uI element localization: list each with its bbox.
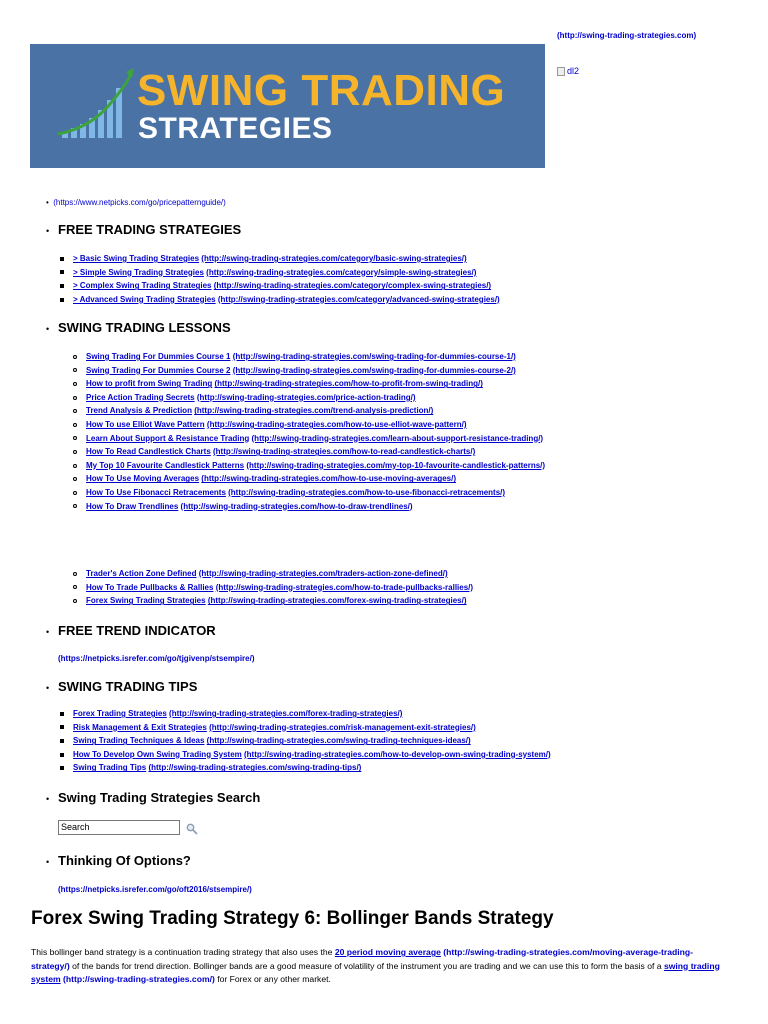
free-strategies-list bbox=[60, 252, 500, 306]
article-title: Forex Swing Trading Strategy 6: Bollinger Bands Strategy bbox=[31, 908, 554, 929]
list-link[interactable] bbox=[73, 293, 500, 307]
link-title: > Complex Swing Trading Strategies bbox=[73, 281, 212, 291]
list-marker bbox=[73, 491, 77, 495]
link-title: How To use Elliot Wave Pattern bbox=[86, 419, 205, 429]
link-title: Swing Trading Tips bbox=[73, 763, 147, 773]
list-marker bbox=[73, 477, 77, 481]
list-item[interactable] bbox=[73, 377, 545, 391]
list-item[interactable] bbox=[60, 721, 551, 735]
search-icon[interactable] bbox=[186, 823, 198, 835]
link-url: (http://swing-trading-strategies.com/swing-trading-tips/) bbox=[148, 763, 362, 773]
price-pattern-guide-link[interactable]: (https://www.netpicks.com/go/pricepatternguide/) bbox=[53, 198, 226, 207]
link-url: (http://swing-trading-strategies.com/my-top-10-favourite-candlestick-patterns/) bbox=[246, 460, 546, 470]
list-item[interactable] bbox=[73, 364, 545, 378]
list-marker bbox=[73, 599, 77, 603]
list-marker bbox=[73, 382, 77, 386]
list-marker bbox=[60, 766, 64, 770]
list-link[interactable] bbox=[86, 364, 516, 378]
list-marker bbox=[73, 464, 77, 468]
list-item[interactable] bbox=[73, 486, 545, 500]
link-title: Swing Trading Techniques & Ideas bbox=[73, 736, 205, 746]
link-url: (http://swing-trading-strategies.com/how-to-read-candlestick-charts/) bbox=[213, 447, 476, 457]
list-item[interactable] bbox=[73, 567, 473, 581]
banner-title: SWING TRADING bbox=[137, 66, 506, 115]
link-title: How To Draw Trendlines bbox=[86, 501, 179, 511]
bullet-dot: • bbox=[46, 857, 50, 867]
list-marker bbox=[60, 298, 64, 302]
list-link[interactable] bbox=[86, 567, 448, 581]
list-marker bbox=[73, 423, 77, 427]
list-item[interactable] bbox=[60, 266, 500, 280]
list-link[interactable] bbox=[73, 707, 402, 721]
link-url: (http://swing-trading-strategies.com/) bbox=[63, 974, 215, 984]
link-url: (http://swing-trading-strategies.com/swing-trading-techniques-ideas/) bbox=[206, 736, 471, 746]
article-paragraph bbox=[31, 946, 731, 987]
list-link[interactable] bbox=[73, 721, 476, 735]
list-marker bbox=[73, 368, 77, 372]
list-link[interactable] bbox=[86, 500, 413, 514]
list-item[interactable] bbox=[60, 734, 551, 748]
link-url: (http://swing-trading-strategies.com/forex-swing-trading-strategies/) bbox=[207, 596, 467, 606]
bullet-dot: • bbox=[46, 627, 50, 637]
tips-list bbox=[60, 707, 551, 775]
section-heading: Thinking Of Options? bbox=[58, 853, 191, 868]
list-item[interactable] bbox=[73, 594, 473, 608]
list-marker bbox=[73, 436, 77, 440]
link-text: 20 period moving average bbox=[334, 947, 441, 957]
link-url: (http://swing-trading-strategies.com/how-to-use-fibonacci-retracements/) bbox=[228, 487, 506, 497]
list-link[interactable] bbox=[73, 252, 467, 266]
link-title: My Top 10 Favourite Candlestick Patterns bbox=[86, 460, 245, 470]
home-link[interactable]: (http://swing-trading-strategies.com) bbox=[557, 31, 697, 40]
lessons-list-2 bbox=[73, 567, 473, 608]
link-title: How To Develop Own Swing Trading System bbox=[73, 749, 242, 759]
tips-heading-row bbox=[46, 679, 197, 694]
link-title: How To Read Candlestick Charts bbox=[86, 447, 211, 457]
list-link[interactable] bbox=[86, 459, 545, 473]
list-marker bbox=[73, 409, 77, 413]
list-link[interactable] bbox=[73, 761, 361, 775]
paragraph-text: for Forex or any other market. bbox=[214, 974, 331, 984]
list-item[interactable] bbox=[73, 459, 545, 473]
link-title: > Advanced Swing Trading Strategies bbox=[73, 294, 216, 304]
list-marker bbox=[60, 725, 64, 729]
list-marker bbox=[73, 396, 77, 400]
list-link[interactable] bbox=[86, 486, 505, 500]
paragraph-text: This bollinger band strategy is a continuation trading strategy that also uses the bbox=[31, 947, 335, 957]
side-image-alt: dl2 bbox=[567, 66, 580, 76]
section-heading: FREE TREND INDICATOR bbox=[58, 623, 216, 638]
list-marker bbox=[60, 284, 64, 288]
link-url: (http://swing-trading-strategies.com/learn-about-support-resistance-trading/) bbox=[251, 433, 544, 443]
link-url: (http://swing-trading-strategies.com/category/simple-swing-strategies/) bbox=[206, 267, 477, 277]
list-item[interactable] bbox=[73, 432, 545, 446]
link-title: Forex Trading Strategies bbox=[73, 709, 167, 718]
link-url: (http://swing-trading-strategies.com/risk-management-exit-strategies/) bbox=[209, 722, 476, 732]
list-link[interactable] bbox=[86, 445, 475, 459]
link-title: Trend Analysis & Prediction bbox=[86, 406, 192, 416]
list-item[interactable] bbox=[60, 252, 500, 266]
link-title: Risk Management & Exit Strategies bbox=[73, 722, 207, 732]
link-url: (http://swing-trading-strategies.com/category/basic-swing-strategies/) bbox=[201, 254, 467, 263]
bullet-dot: • bbox=[46, 198, 54, 207]
search-heading-row bbox=[46, 790, 260, 805]
list-item[interactable] bbox=[73, 500, 545, 514]
link-url: (http://swing-trading-strategies.com/swing-trading-for-dummies-course-1/) bbox=[232, 352, 516, 361]
lessons-heading-row bbox=[46, 320, 231, 335]
list-item[interactable] bbox=[60, 748, 551, 762]
link-title: Trader's Action Zone Defined bbox=[86, 569, 197, 578]
lessons-list bbox=[73, 350, 545, 513]
link-url: (http://swing-trading-strategies.com/moving-average-trading-strategy/) bbox=[31, 947, 693, 971]
list-link[interactable] bbox=[86, 391, 416, 405]
list-marker bbox=[60, 739, 64, 743]
broken-image-icon bbox=[557, 67, 565, 76]
side-image[interactable] bbox=[557, 66, 579, 76]
list-marker bbox=[60, 270, 64, 274]
list-link[interactable] bbox=[86, 418, 466, 432]
search-input[interactable]: Search bbox=[58, 820, 180, 835]
options-heading-row bbox=[46, 853, 191, 868]
list-link[interactable] bbox=[86, 404, 433, 418]
link-title: How To Trade Pullbacks & Rallies bbox=[86, 582, 214, 592]
list-marker bbox=[73, 355, 77, 359]
free-strategies-heading-row bbox=[46, 222, 241, 237]
bullet-dot: • bbox=[46, 794, 50, 804]
list-link[interactable] bbox=[73, 734, 471, 748]
link-title: > Simple Swing Trading Strategies bbox=[73, 267, 204, 277]
link-url: (http://swing-trading-strategies.com/how-to-use-elliot-wave-pattern/) bbox=[206, 419, 467, 429]
link-text: swing trading system bbox=[31, 960, 720, 984]
site-banner[interactable] bbox=[30, 44, 545, 168]
link-url: (http://swing-trading-strategies.com/how-to-trade-pullbacks-rallies/) bbox=[215, 582, 474, 592]
link-url: (http://swing-trading-strategies.com/price-action-trading/) bbox=[196, 392, 416, 402]
link-title: Learn About Support & Resistance Trading bbox=[86, 433, 250, 443]
list-item[interactable] bbox=[73, 404, 545, 418]
link-title: How To Use Moving Averages bbox=[86, 474, 200, 484]
list-link[interactable] bbox=[86, 350, 516, 364]
link-url: (http://swing-trading-strategies.com/category/advanced-swing-strategies/) bbox=[217, 294, 500, 304]
list-link[interactable] bbox=[86, 377, 483, 391]
list-item[interactable] bbox=[60, 279, 500, 293]
link-title: How to profit from Swing Trading bbox=[86, 379, 213, 389]
list-item[interactable] bbox=[73, 581, 473, 595]
top-bullet[interactable] bbox=[46, 198, 226, 207]
link-title: Price Action Trading Secrets bbox=[86, 392, 195, 402]
list-link[interactable] bbox=[73, 748, 551, 762]
options-link[interactable]: (https://netpicks.isrefer.com/go/oft2016/stsempire/) bbox=[58, 885, 252, 894]
list-link[interactable] bbox=[86, 472, 456, 486]
section-heading: Swing Trading Strategies Search bbox=[58, 790, 261, 805]
section-heading: FREE TRADING STRATEGIES bbox=[58, 222, 242, 237]
bullet-dot: • bbox=[46, 324, 50, 334]
link-title: > Basic Swing Trading Strategies bbox=[73, 254, 200, 263]
list-item[interactable] bbox=[73, 445, 545, 459]
list-marker bbox=[60, 753, 64, 757]
link-url: (http://swing-trading-strategies.com/category/complex-swing-strategies/) bbox=[213, 281, 492, 291]
link-url: (http://swing-trading-strategies.com/swing-trading-for-dummies-course-2/) bbox=[232, 365, 516, 375]
paragraph-text: of the bands for trend direction. Bollinger bands are a good measure of volatility of the instrument you are trading and we can use this to form the basis of a bbox=[69, 960, 664, 971]
link-title: Swing Trading For Dummies Course 2 bbox=[86, 365, 231, 375]
link-title: Forex Swing Trading Strategies bbox=[86, 596, 206, 606]
trend-indicator-link[interactable]: (https://netpicks.isrefer.com/go/tjgivenp/stsempire/) bbox=[58, 654, 255, 663]
list-link[interactable] bbox=[73, 279, 491, 293]
list-item[interactable] bbox=[73, 350, 545, 364]
section-heading: SWING TRADING TIPS bbox=[58, 679, 198, 694]
list-item[interactable] bbox=[73, 418, 545, 432]
list-item[interactable] bbox=[60, 293, 500, 307]
link-url: (http://swing-trading-strategies.com/how-to-profit-from-swing-trading/) bbox=[214, 379, 483, 389]
list-marker bbox=[73, 450, 77, 454]
list-marker bbox=[60, 257, 64, 261]
link-title: Swing Trading For Dummies Course 1 bbox=[86, 352, 231, 361]
link-url: (http://swing-trading-strategies.com/how-to-develop-own-swing-trading-system/) bbox=[244, 749, 551, 759]
list-marker bbox=[73, 585, 77, 589]
list-link[interactable] bbox=[86, 581, 473, 595]
banner-subtitle: STRATEGIES bbox=[138, 112, 333, 145]
link-url: (http://swing-trading-strategies.com/how-to-draw-trendlines/) bbox=[180, 501, 413, 511]
link-url: (http://swing-trading-strategies.com/how-to-use-moving-averages/) bbox=[201, 474, 456, 484]
bullet-dot: • bbox=[46, 683, 50, 693]
list-item[interactable] bbox=[60, 761, 551, 775]
list-marker bbox=[73, 572, 77, 576]
link-url: (http://swing-trading-strategies.com/traders-action-zone-defined/) bbox=[198, 569, 448, 578]
list-item[interactable] bbox=[60, 707, 551, 721]
list-marker bbox=[73, 504, 77, 508]
link-url: (http://swing-trading-strategies.com/trend-analysis-prediction/) bbox=[194, 406, 434, 416]
link-url: (http://swing-trading-strategies.com/forex-trading-strategies/) bbox=[169, 709, 403, 718]
section-heading: SWING TRADING LESSONS bbox=[58, 320, 231, 335]
list-item[interactable] bbox=[73, 472, 545, 486]
list-link[interactable] bbox=[86, 594, 467, 608]
list-item[interactable] bbox=[73, 391, 545, 405]
list-marker bbox=[60, 712, 64, 716]
bullet-dot: • bbox=[46, 226, 50, 236]
list-link[interactable] bbox=[73, 266, 476, 280]
trend-indicator-heading-row bbox=[46, 623, 216, 638]
link-title: How To Use Fibonacci Retracements bbox=[86, 487, 226, 497]
list-link[interactable] bbox=[86, 432, 543, 446]
